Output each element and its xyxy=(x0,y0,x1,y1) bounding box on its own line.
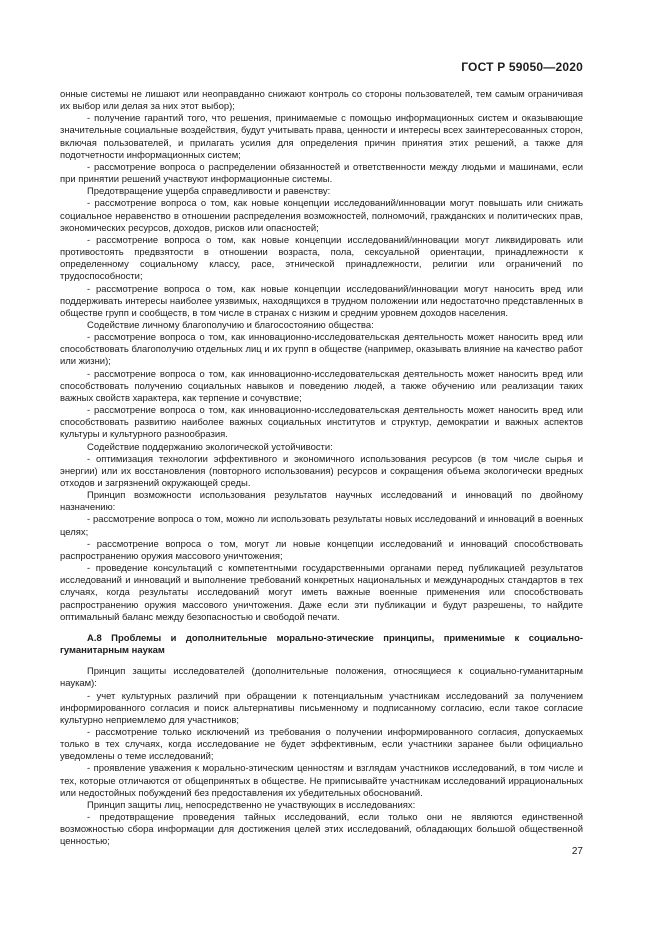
paragraph: Содействие личному благополучию и благосостоянию общества: xyxy=(87,319,374,331)
document-body xyxy=(60,89,583,849)
paragraph: - рассмотрение вопроса о распределении обязанностей и ответственности между людьми и машинами, если при принятии решений участвуют информационные системы. xyxy=(60,161,583,186)
page-number: 27 xyxy=(571,846,583,857)
paragraph: - рассмотрение только исключений из требования о получении информированного согласия, допускаемых только в тех случаях, когда исследование не будет эффективным, если участники заранее были официально уведомлены о теме исследований; xyxy=(60,726,583,763)
paragraph: - рассмотрение вопроса о том, как инновационно-исследовательская деятельность может наносить вред или способствовать получению социальных навыков и поведению людей, а также обучению или реализации таких важных свойств характера, как терпение и сочувствие; xyxy=(60,368,583,404)
paragraph: Предотвращение ущерба справедливости и равенству: xyxy=(87,186,331,198)
paragraph: - рассмотрение вопроса о том, как новые концепции исследований/инновации могут ликвидировать или противостоять предвзятости в отношении возраста, пола, сексуальной ориентации, принадлежности к определенному социальному классу, расе, этнической принадлежности, религии или ограничений по трудоспособности; xyxy=(60,234,583,283)
paragraph: - проявление уважения к морально-этическим ценностям и взглядам участников исследований, в том числе и тех, которые отличаются от общепринятых в обществе. Не приписывайте участникам исследований иррациональных или недостойных побуждений без предоставления их убедительных обоснований. xyxy=(60,763,583,799)
paragraph: - получение гарантий того, что решения, принимаемые с помощью информационных систем и оказывающие значительные социальные воздействия, будут учитывать права, ценности и интересы всех заинтересованных сторон, включая пользователей, и прилагать усилия для определения причин принятия этих решений, а также для подотчетности информационных систем; xyxy=(60,113,583,161)
paragraph: Содействие поддержанию экологической устойчивости: xyxy=(87,441,333,453)
paragraph: Принцип защиты исследователей (дополнительные положения, относящиеся к социально-гуманитарным наукам): xyxy=(60,666,583,690)
paragraph: - рассмотрение вопроса о том, как инновационно-исследовательская деятельность может наносить вред или способствовать развитию наиболее важных социальных институтов и структур, демократии и важных аспектов культуры и культурного разнообразия. xyxy=(60,405,583,441)
paragraph: - рассмотрение вопроса о том, как новые концепции исследований/инновации могут повышать или снижать социальное неравенство в отношении распределения возможностей, полномочий, гражданских и политических прав, экономических ресурсов, доходов, рисков или опасностей; xyxy=(60,198,583,234)
paragraph: - рассмотрение вопроса о том, могут ли новые концепции исследований и инноваций способствовать распространению оружия массового уничтожения; xyxy=(60,538,583,562)
document-header: ГОСТ Р 59050—2020 xyxy=(461,60,583,74)
paragraph: - предотвращение проведения тайных исследований, если только они не являются единственной возможностью сбора информации для достижения целей этих исследований, обладающих большой общественной ценностью; xyxy=(60,812,583,848)
paragraph: - оптимизация технологии эффективного и экономичного использования ресурсов (в том числе сырья и энергии) или их восстановления (повторного использования) ресурсов и сокращения объема экологически вредных отходов и загрязнений окружающей среды. xyxy=(60,453,583,489)
paragraph: - рассмотрение вопроса о том, можно ли использовать результаты новых исследований и инноваций в военных целях; xyxy=(60,514,583,538)
paragraph: - рассмотрение вопроса о том, как инновационно-исследовательская деятельность может наносить вред или способствовать благополучию отдельных лиц и их групп в обществе (например, оказывать влияние на качество работ или жизни); xyxy=(60,332,583,368)
paragraph: Принцип защиты лиц, непосредственно не участвующих в исследованиях: xyxy=(87,799,416,811)
section-heading: А.8 Проблемы и дополнительные морально-этические принципы, применимые к социально-гуманитарным наукам xyxy=(60,632,583,657)
paragraph: - рассмотрение вопроса о том, как новые концепции исследований/инновации могут наносить вред или поддерживать интересы наиболее уязвимых, находящихся в трудном положении или недостаточно представленных в обществе групп и сообществ, в том числе в странах с низким и средним уровнем доходов населения. xyxy=(60,283,583,319)
paragraph: - учет культурных различий при обращении к потенциальным участникам исследований за получением информированного согласия и поиск альтернативы письменному и подписанному согласию, если такое согласие культурно неприемлемо для участников; xyxy=(60,690,583,726)
paragraph: - проведение консультаций с компетентными государственными органами перед публикацией результатов исследований и инноваций и выполнение требований конкретных национальных и международных стандартов в тех случаях, когда результаты исследований могут иметь важные военные применения или способствовать распространению оружия массового уничтожения. Даже если эти публикации и будут разрешены, то найдите оптимальный баланс между безопасностью и свободой печати. xyxy=(60,563,583,623)
paragraph: онные системы не лишают или неоправданно снижают контроль со стороны пользователей, тем самым ограничивая их выбор или делая за них этот выбор); xyxy=(60,89,583,113)
paragraph: Принцип возможности использования результатов научных исследований и инноваций по двойному назначению: xyxy=(60,490,583,514)
